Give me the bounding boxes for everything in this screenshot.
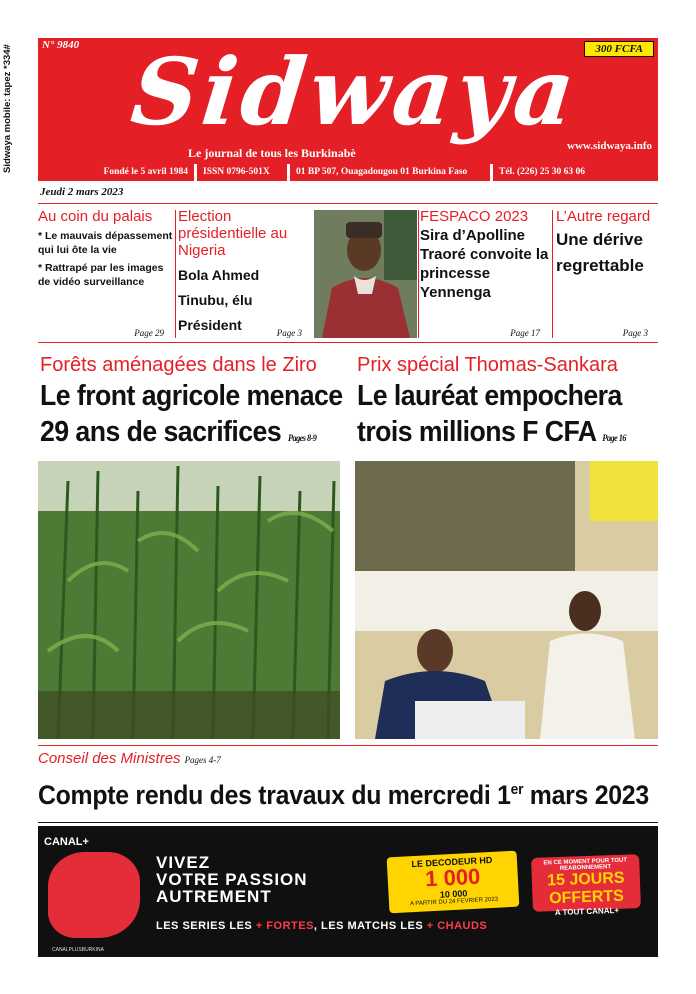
canal-plus-advertisement[interactable] — [38, 826, 658, 957]
lead-headline-line2 — [357, 414, 634, 456]
tagline: Le journal de tous les Burkinabè — [188, 146, 356, 160]
page-reference: Pages 8-9 — [287, 433, 317, 443]
teaser-kicker: L’Autre regard — [556, 208, 651, 225]
founded-date: Fondé le 5 avril 1984 — [38, 164, 194, 181]
issue-number: N° 9840 — [42, 39, 80, 51]
bottomline-highlight: + CHAUDS — [426, 920, 488, 932]
teaser-autre-regard[interactable] — [556, 208, 658, 340]
teaser-headline: Une dérive regrettable — [556, 230, 644, 275]
conseil-kicker-row — [38, 750, 658, 768]
offer-bottom: A TOUT CANAL+ — [554, 905, 620, 918]
slogan-line: VOTRE PASSION — [156, 870, 308, 889]
page-reference: Page 3 — [276, 328, 302, 338]
side-text: Sidwaya mobile: tapez *334# — [2, 44, 13, 173]
slogan-line: AUTREMENT — [156, 887, 272, 906]
teaser-bullet: * Le mauvais dépassement qui lui ôte la vie — [38, 230, 173, 256]
offer-note: A PARTIR DU 24 FEVRIER 2023 — [409, 896, 499, 908]
offer-price: 1 000 — [424, 863, 481, 892]
ad-bottomline — [156, 920, 487, 932]
conseil-des-ministres[interactable] — [38, 750, 658, 813]
teaser-election-nigeria[interactable] — [178, 208, 312, 340]
divider — [175, 210, 176, 338]
divider — [418, 210, 419, 338]
teaser-au-coin-du-palais[interactable] — [38, 208, 174, 340]
teaser-kicker: Au coin du palais — [38, 208, 153, 225]
slogan-line: VIVEZ — [156, 853, 211, 872]
headline-part: Compte rendu des travaux du mercredi 1 — [38, 780, 511, 810]
subscription-offer-badge — [531, 854, 641, 918]
offer-top: EN CE MOMENT POUR TOUT REABONNEMENT — [543, 857, 628, 872]
postal-address: 01 BP 507, Ouagadougou 01 Burkina Faso — [290, 164, 490, 181]
issn: ISSN 0796-501X — [197, 164, 287, 181]
lead-headline-line1: Le front agricole menace — [40, 380, 343, 412]
info-bar — [38, 164, 658, 181]
conseil-kicker: Conseil des Ministres — [38, 750, 181, 767]
headline-part: mars 2023 — [523, 780, 649, 810]
website-link[interactable]: www.sidwaya.info — [567, 140, 652, 152]
page-reference: Page 3 — [622, 328, 648, 338]
divider — [38, 822, 658, 823]
teaser-headline: Sira d’Apolline Traoré convoite la princesse Yennenga — [420, 227, 549, 301]
teaser-headline: Bola Ahmed Tinubu, élu Président — [178, 267, 260, 333]
divider — [38, 342, 658, 343]
lead-story-prix-sankara[interactable] — [357, 352, 658, 456]
headline-superscript: er — [510, 781, 524, 798]
bottomline-text: , LES MATCHS LES — [313, 920, 424, 932]
teaser-bullet: * Rattrapé par les images de vidéo surveillance — [38, 262, 164, 288]
social-handle: CANALPLUSBURKINA — [52, 947, 104, 953]
divider — [38, 203, 658, 204]
lead-headline-text: 29 ans de sacrifices — [40, 416, 282, 448]
maize-field-photo — [38, 461, 340, 739]
divider — [38, 745, 658, 746]
masthead — [38, 38, 658, 164]
teaser-kicker: Election présidentielle au Nigeria — [178, 208, 288, 259]
offer-title: LE DECODEUR HD — [411, 854, 493, 870]
page-reference: Page 17 — [510, 328, 540, 338]
page-reference: Page 29 — [134, 328, 164, 338]
bottomline-highlight: + FORTES — [255, 920, 314, 932]
bottomline-text: LES SERIES LES — [156, 920, 253, 932]
africa-map-graphic — [48, 852, 140, 938]
ad-slogan — [156, 854, 308, 905]
divider — [552, 210, 553, 338]
decoder-offer-badge — [387, 851, 520, 914]
page-reference: Pages 4-7 — [184, 755, 221, 765]
teaser-fespaco[interactable] — [420, 208, 550, 340]
price-badge: 300 FCFA — [584, 41, 654, 57]
telephone: Tél. (226) 25 30 63 06 — [493, 164, 658, 181]
offer-highlight: 15 JOURS OFFERTS — [546, 869, 625, 908]
lead-kicker: Forêts aménagées dans le Ziro — [40, 354, 317, 376]
lead-headline-line2 — [40, 414, 325, 456]
lead-story-forets[interactable] — [40, 352, 350, 456]
issue-date: Jeudi 2 mars 2023 — [40, 186, 124, 198]
offer-old-price: 10 000 — [439, 888, 468, 900]
teaser-kicker: FESPACO 2023 — [420, 208, 529, 225]
lead-headline-line1: Le lauréat empochera — [357, 380, 622, 412]
newspaper-logo: Sidwaya — [126, 38, 584, 146]
tinubu-photo — [314, 210, 417, 338]
lead-kicker: Prix spécial Thomas-Sankara — [357, 354, 618, 376]
page-reference: Page 16 — [602, 433, 626, 443]
lead-headline-text: trois millions F CFA — [357, 416, 596, 448]
award-ceremony-photo — [355, 461, 658, 739]
canal-plus-logo: CANAL+ — [44, 836, 89, 848]
conseil-headline — [38, 772, 649, 813]
